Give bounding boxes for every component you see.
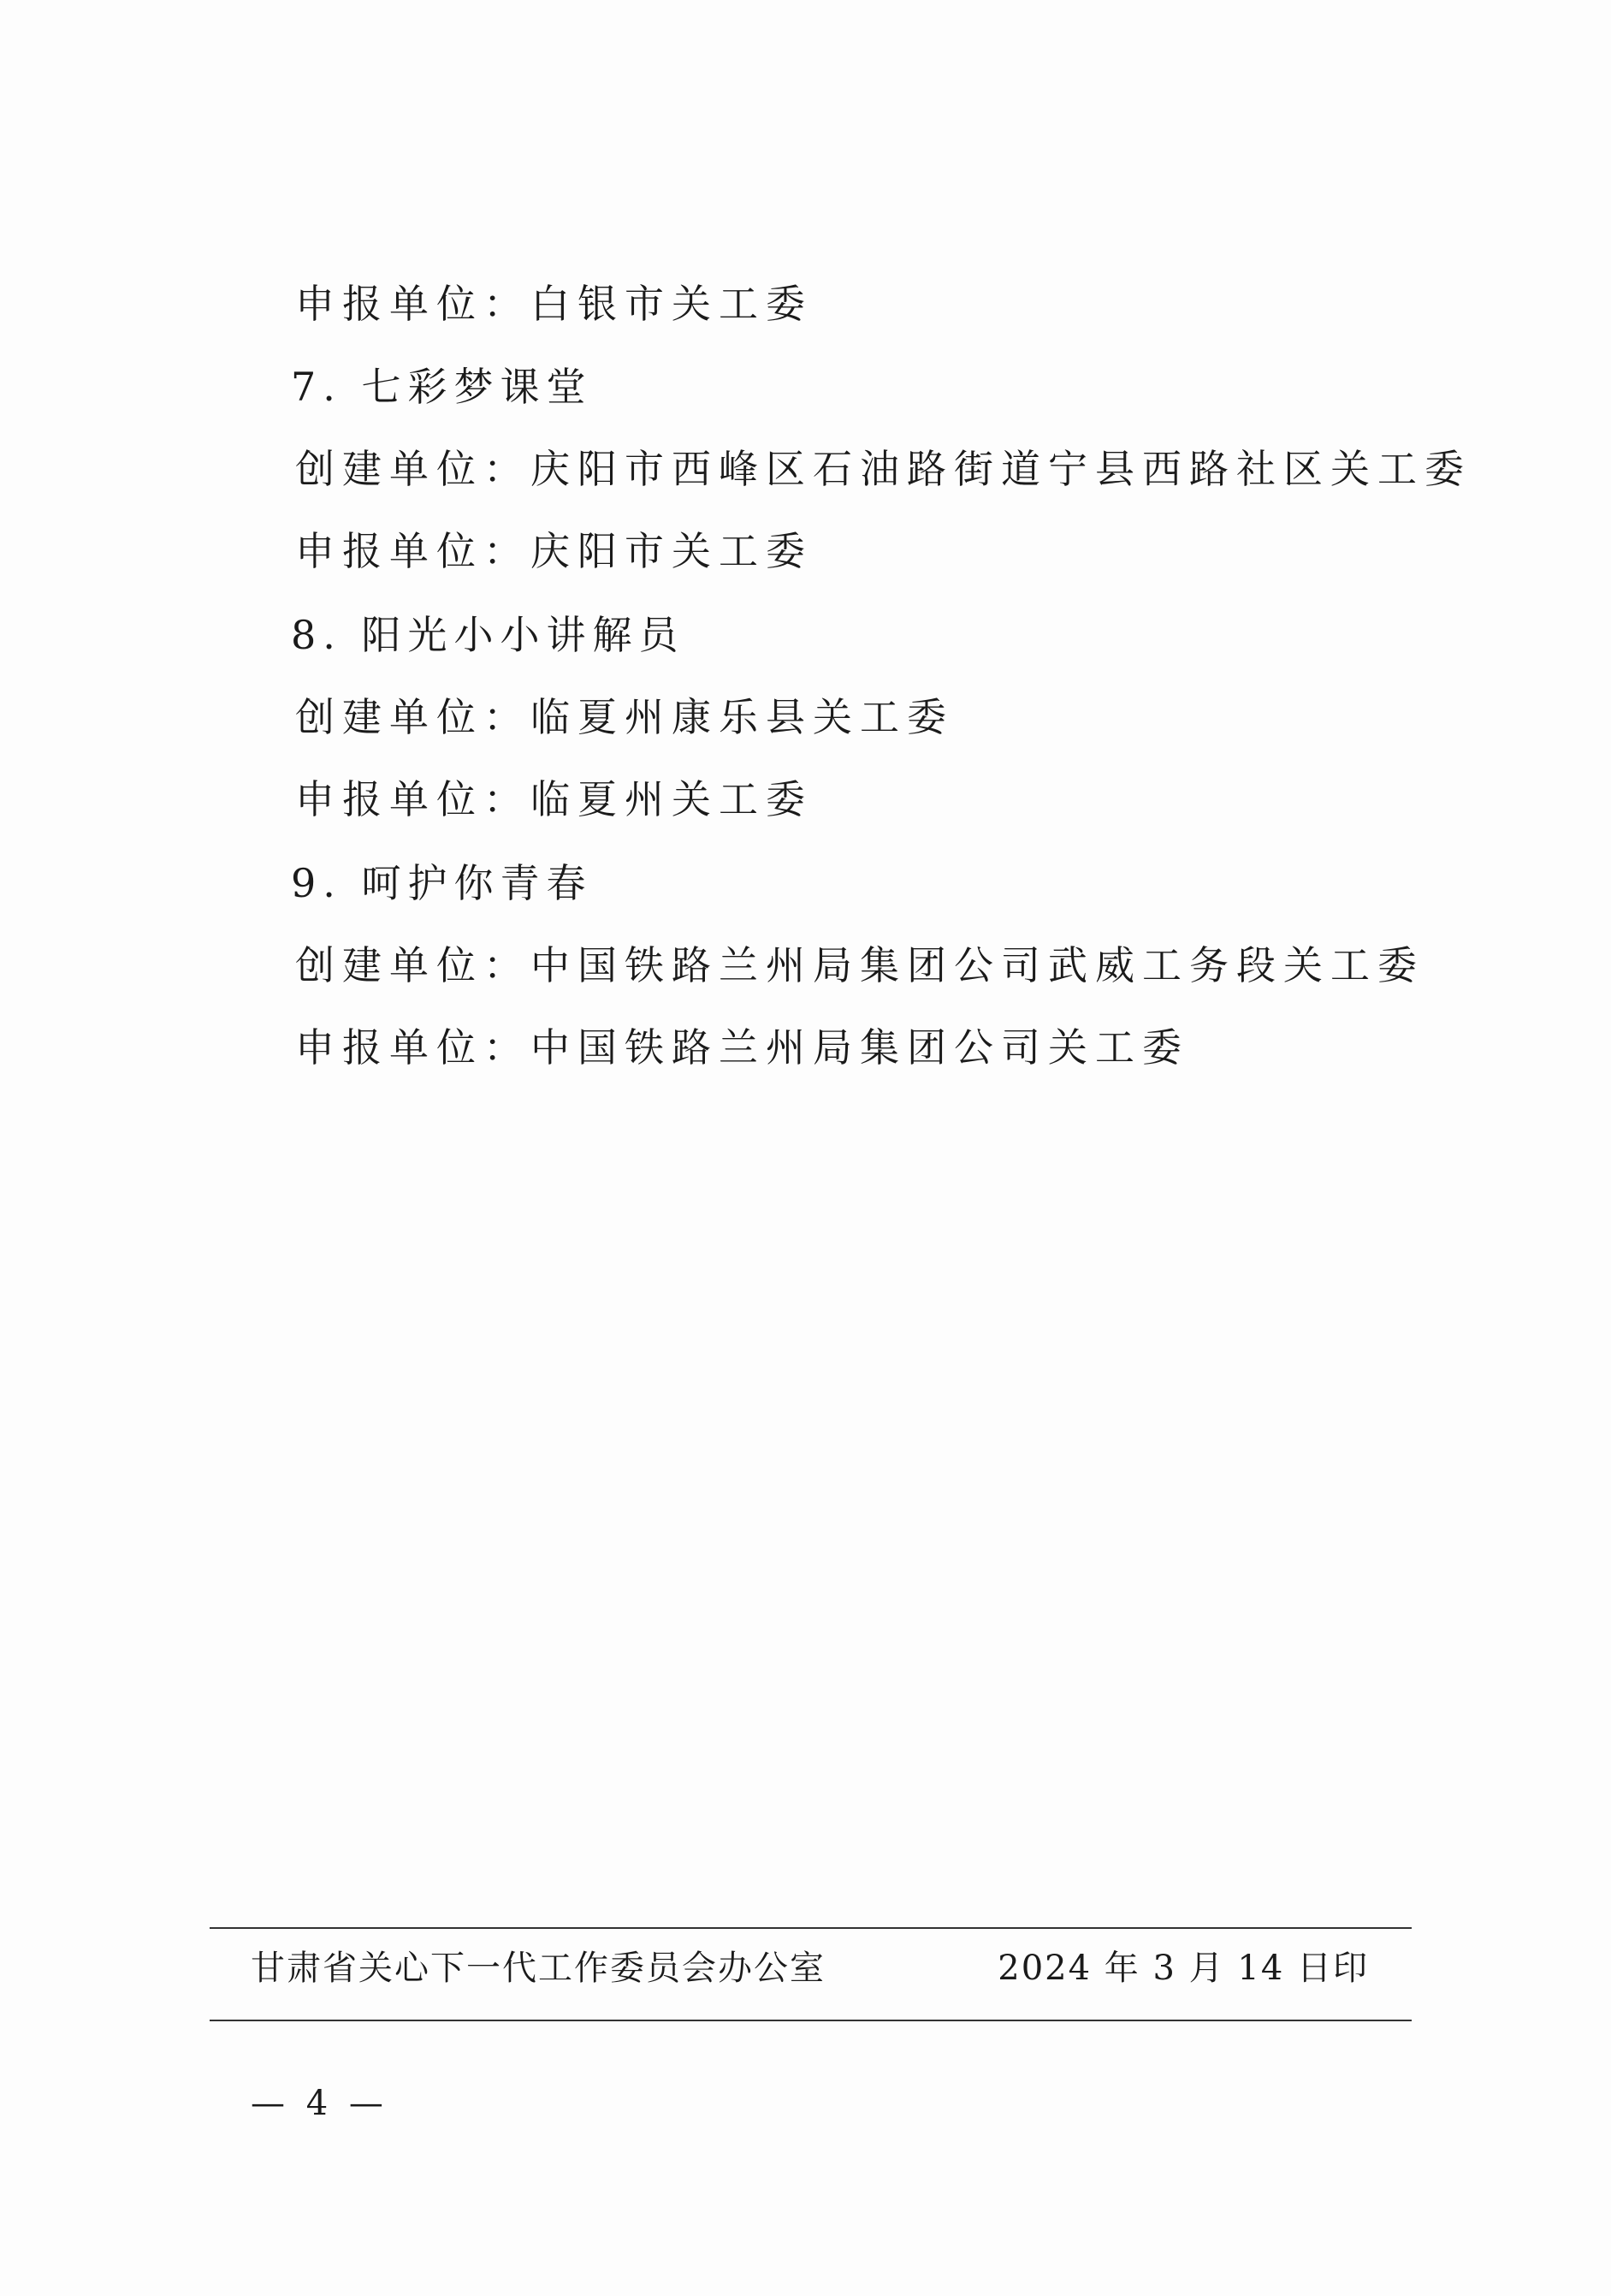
body-line: 申报单位：临夏州关工委 <box>295 776 813 822</box>
body-line: 申报单位：中国铁路兰州局集团公司关工委 <box>295 1024 1189 1071</box>
section-heading: 7. 七彩梦课堂 <box>291 364 593 410</box>
footer-print-date: 2024 年 3 月 14 日印 <box>998 1949 1369 1988</box>
section-heading: 9. 呵护你青春 <box>291 860 593 906</box>
footer-top-rule <box>210 1927 1412 1929</box>
body-line: 创建单位：临夏州康乐县关工委 <box>295 694 954 740</box>
page-number: — 4 — <box>251 2084 388 2123</box>
footer-organization: 甘肃省关心下一代工作委员会办公室 <box>251 1949 826 1988</box>
body-line: 创建单位：庆阳市西峰区石油路街道宁县西路社区关工委 <box>295 446 1472 492</box>
body-line: 申报单位：庆阳市关工委 <box>295 528 813 574</box>
body-line: 申报单位：白银市关工委 <box>295 281 813 327</box>
body-line: 创建单位：中国铁路兰州局集团公司武威工务段关工委 <box>295 942 1424 988</box>
section-heading: 8. 阳光小小讲解员 <box>291 612 685 658</box>
footer-bottom-rule <box>210 2020 1412 2021</box>
